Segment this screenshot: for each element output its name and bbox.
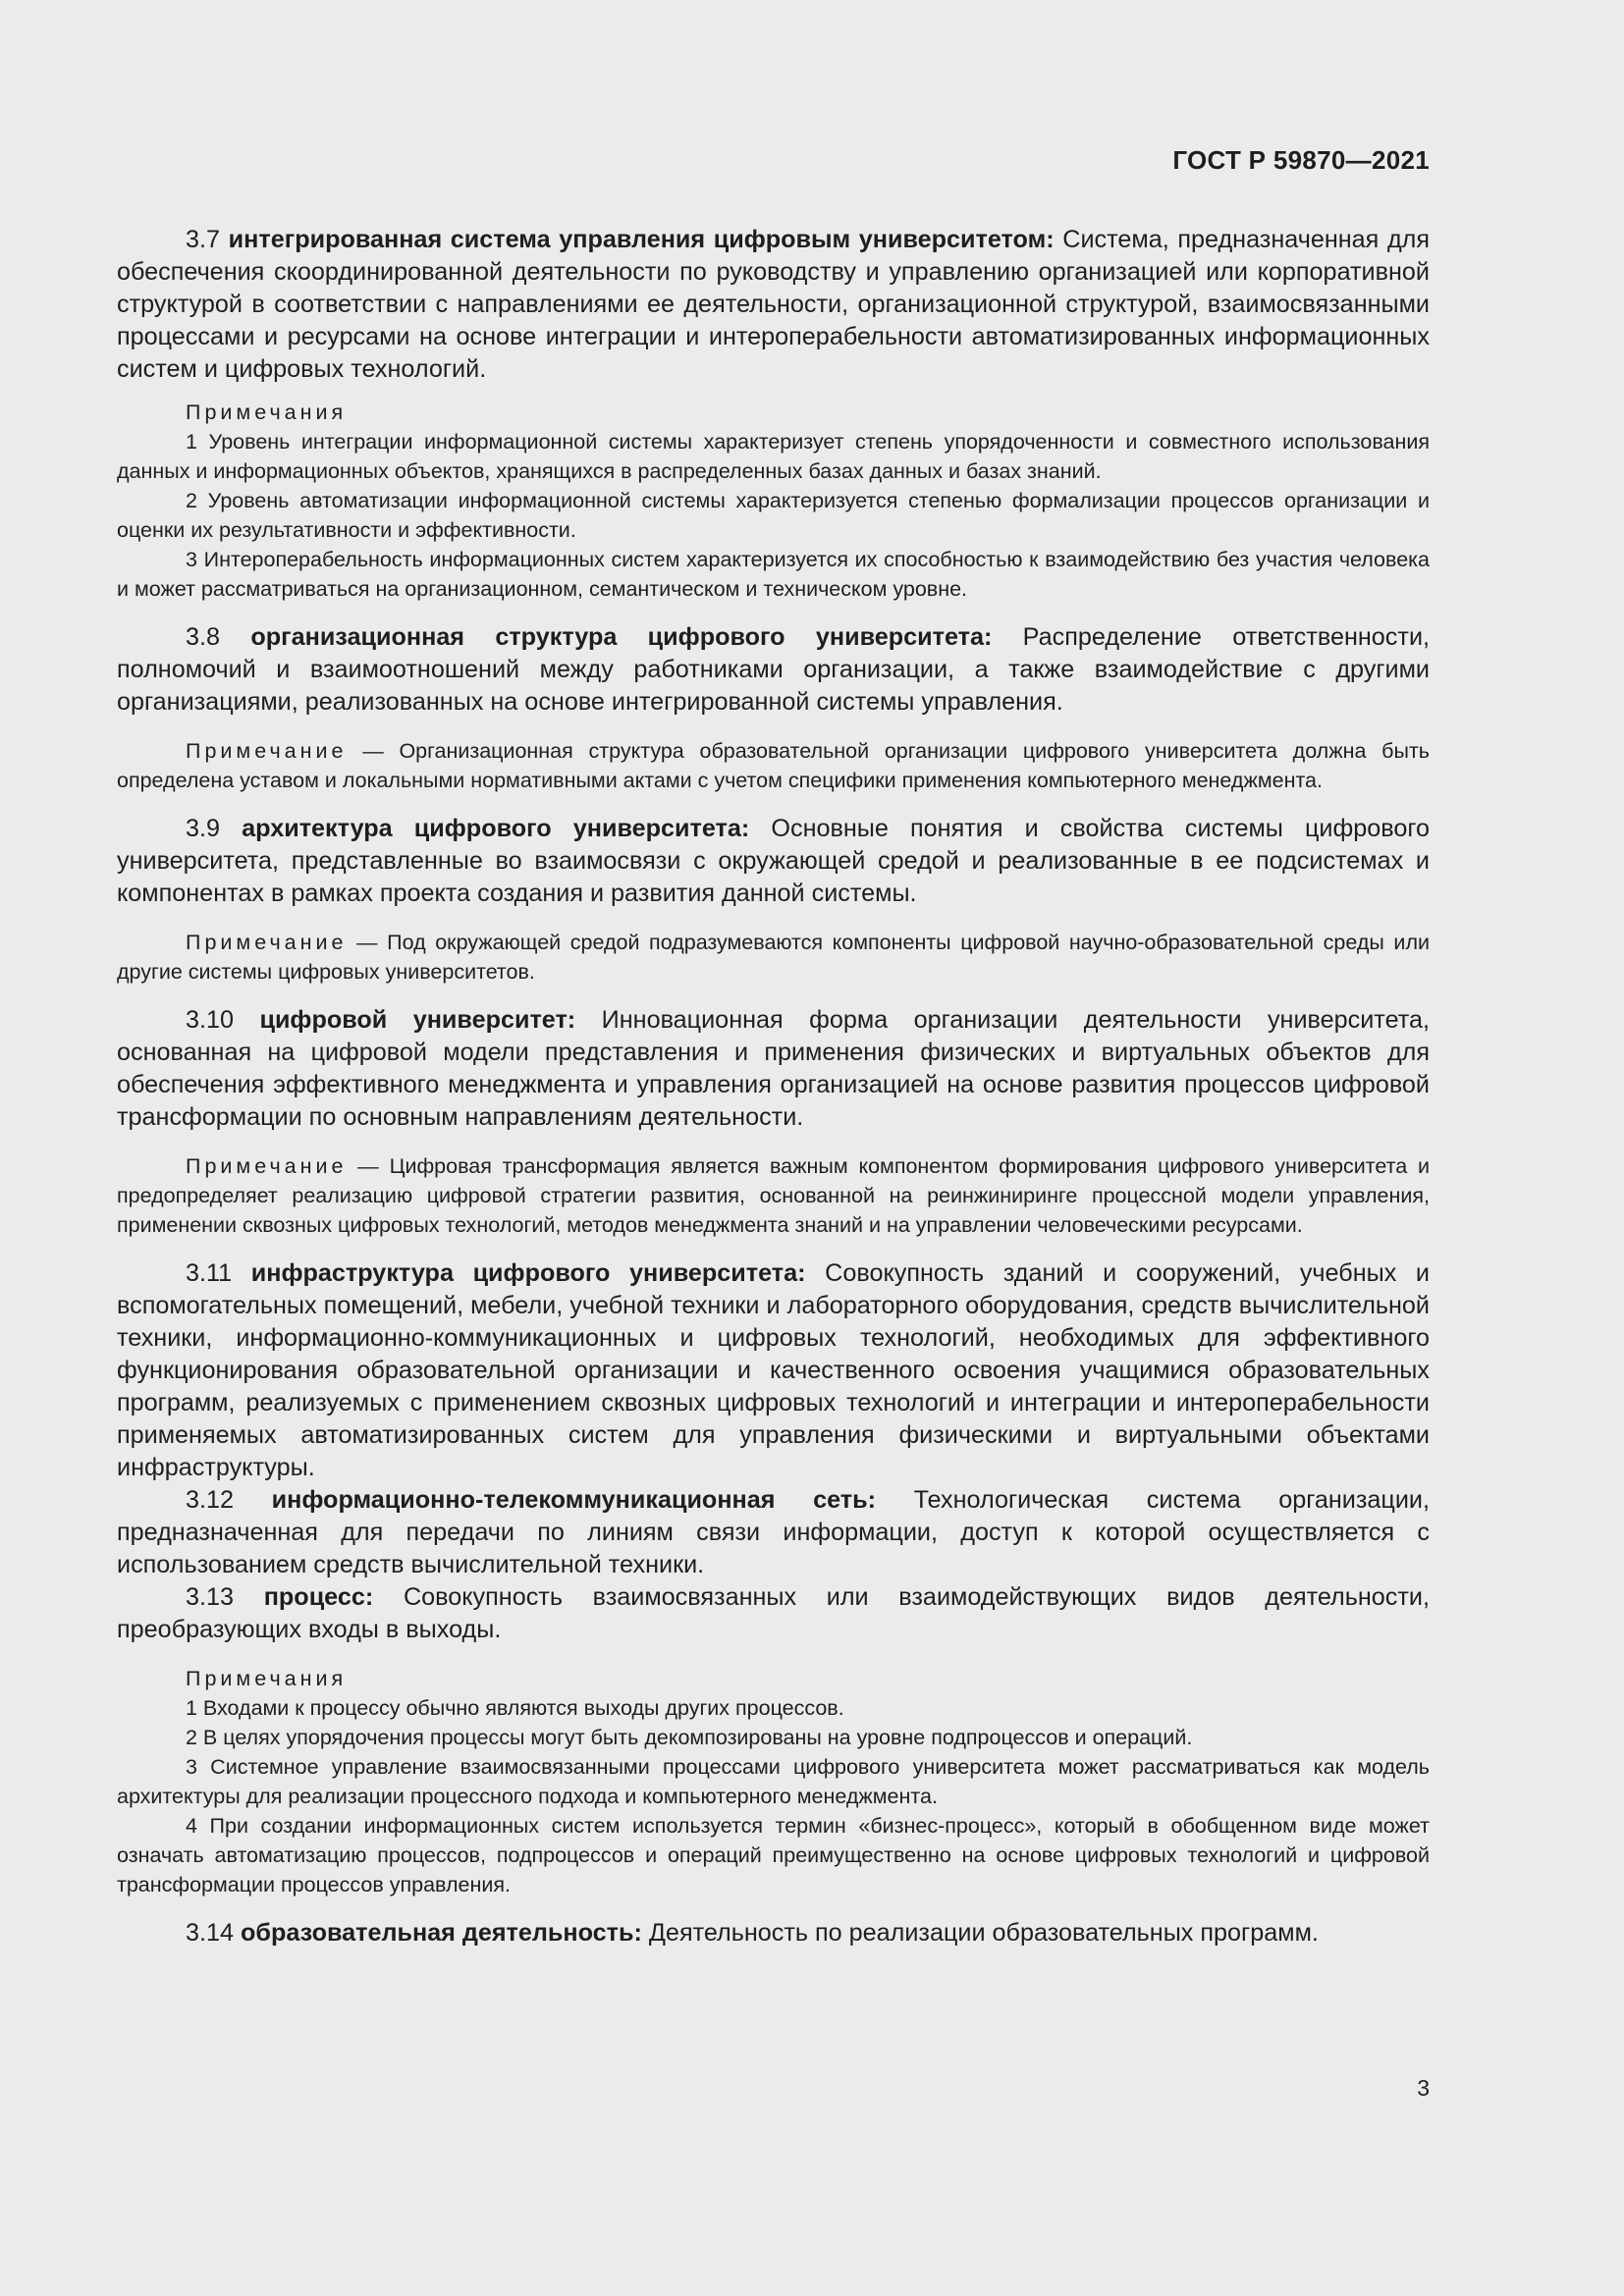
term-definition: Система, предназначенная для обеспечения скоординированной деятельности по руководству и управлению организацией или корпоративной структурой в соответствии с направлениями ее деятельности, организационной структурой, взаимосвязанными процессами и ресурсами на основе интеграции и интероперабельности автоматизированных информационных систем и цифровых технологий. — [117, 226, 1431, 383]
notes-title: Примечания — [186, 1667, 348, 1690]
note-label: Примечание — [186, 1154, 348, 1178]
term-name: информационно-телекоммуникационная сеть: — [271, 1486, 876, 1514]
term-number: 3.11 — [186, 1259, 251, 1287]
note-3-8 — [117, 736, 1430, 795]
term-3-12 — [117, 1484, 1430, 1581]
term-3-9 — [117, 813, 1430, 910]
term-definition: Совокупность зданий и сооружений, учебных и вспомогательных помещений, мебели, учебной техники и лабораторного оборудования, средств вычислительной техники, информационно-коммуникационных и цифровых технологий, необходимых для эффективного функционирования образовательной организации и качественного освоения учащимися образовательных программ, реализуемых с применением сквозных цифровых технологий и интеграции и интероперабельности применяемых автоматизированных систем для управления физическими и виртуальными объектами инфраструктуры. — [117, 1259, 1430, 1481]
document-id: ГОСТ Р 59870—2021 — [1172, 145, 1430, 175]
term-number: 3.7 — [186, 226, 229, 253]
term-name: цифровой университет: — [259, 1006, 576, 1034]
term-3-13 — [117, 1581, 1430, 1646]
term-number: 3.14 — [186, 1919, 242, 1947]
term-3-7 — [117, 224, 1430, 386]
term-name: интегрированная система управления цифровым университетом: — [228, 226, 1055, 253]
note-item: 2 Уровень автоматизации информационной системы характеризуется степенью формализации процессов организации и оценки их результативности и эффективности. — [117, 489, 1430, 542]
term-name: инфраструктура цифрового университета: — [250, 1259, 806, 1287]
term-name: образовательная деятельность: — [241, 1919, 642, 1947]
note-item: 3 Системное управление взаимосвязанными процессами цифрового университета может рассматриваться как модель архитектуры для реализации процессного подхода и компьютерного менеджмента. — [117, 1755, 1430, 1808]
notes-3-13 — [117, 1664, 1430, 1899]
term-name: архитектура цифрового университета: — [242, 815, 750, 842]
term-number: 3.13 — [186, 1583, 264, 1611]
note-label: Примечание — [186, 739, 348, 763]
notes-title: Примечания — [186, 400, 348, 424]
document-body — [117, 224, 1430, 1949]
note-text: — Под окружающей средой подразумеваются компоненты цифровой научно-образовательной среды или другие системы цифровых университетов. — [117, 931, 1430, 984]
note-text: — Организационная структура образовательной организации цифрового университета должна быть определена уставом и локальными нормативными актами с учетом специфики применения компьютерного менеджмента. — [117, 739, 1430, 792]
term-3-11 — [117, 1257, 1430, 1484]
term-number: 3.9 — [186, 815, 243, 842]
note-item: 2 В целях упорядочения процессы могут быть декомпозированы на уровне подпроцессов и операций. — [186, 1726, 1193, 1749]
notes-3-7 — [117, 398, 1430, 604]
note-item: 1 Уровень интеграции информационной системы характеризует степень упорядоченности и совместного использования данных и информационных объектов, хранящихся в распределенных базах данных и базах знаний. — [117, 430, 1430, 483]
term-number: 3.12 — [186, 1486, 272, 1514]
term-definition: Технологическая система организации, предназначенная для передачи по линиям связи информации, доступ к которой осуществляется с использованием средств вычислительной техники. — [117, 1486, 1430, 1578]
term-definition: Совокупность взаимосвязанных или взаимодействующих видов деятельности, преобразующих входы в выходы. — [117, 1583, 1430, 1643]
term-3-8 — [117, 621, 1430, 719]
term-number: 3.8 — [186, 623, 251, 651]
note-item: 1 Входами к процессу обычно являются выходы других процессов. — [186, 1696, 844, 1720]
note-label: Примечание — [186, 931, 348, 954]
note-item: 3 Интероперабельность информационных систем характеризуется их способностью к взаимодействию без участия человека и может рассматриваться на организационном, семантическом и техническом уровне. — [117, 548, 1430, 601]
note-text: — Цифровая трансформация является важным компонентом формирования цифрового университета и предопределяет реализацию цифровой стратегии развития, основанной на реинжиниринге процессной модели управления, применении сквозных цифровых технологий, методов менеджмента знаний и на управлении человеческими ресурсами. — [117, 1154, 1430, 1237]
term-3-10 — [117, 1004, 1430, 1134]
term-definition: Основные понятия и свойства системы цифрового университета, представленные во взаимосвязи с окружающей средой и реализованные в ее подсистемах и компонентах в рамках проекта создания и развития данной системы. — [117, 815, 1430, 907]
term-number: 3.10 — [186, 1006, 260, 1034]
term-definition: Распределение ответственности, полномочий и взаимоотношений между работниками организации, а также взаимодействие с другими организациями, реализованных на основе интегрированной системы управления. — [117, 623, 1431, 716]
page-number: 3 — [1417, 2075, 1430, 2101]
term-definition: Инновационная форма организации деятельности университета, основанная на цифровой модели представления и применения физических и виртуальных объектов для обеспечения эффективного менеджмента и управления организацией на основе развития процессов цифровой трансформации по основным направлениям деятельности. — [117, 1006, 1430, 1131]
term-name: организационная структура цифрового университета: — [250, 623, 993, 651]
note-3-9 — [117, 928, 1430, 987]
term-name: процесс: — [263, 1583, 374, 1611]
term-definition: Деятельность по реализации образовательных программ. — [641, 1919, 1319, 1947]
note-item: 4 При создании информационных систем используется термин «бизнес-процесс», который в обобщенном виде может означать автоматизацию процессов, подпроцессов и операций преимущественно на основе цифровых технологий и цифровой трансформации процессов управления. — [117, 1814, 1430, 1896]
term-3-14 — [117, 1917, 1430, 1949]
note-3-10 — [117, 1151, 1430, 1240]
